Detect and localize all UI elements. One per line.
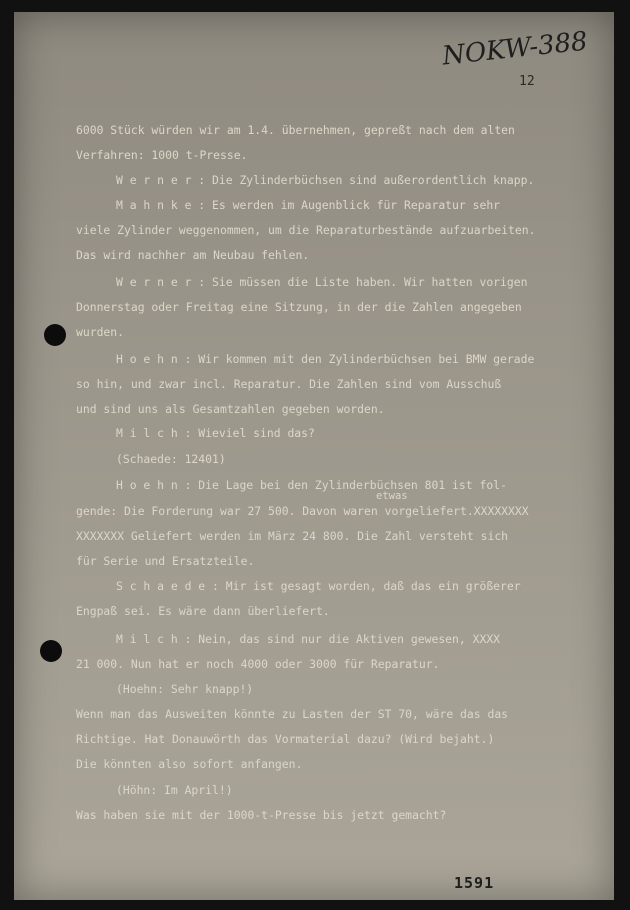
text-line: (Höhn: Im April!) bbox=[116, 783, 233, 797]
page-number: 12 bbox=[519, 74, 535, 89]
text-line: Engpaß sei. Es wäre dann überliefert. bbox=[76, 604, 330, 618]
text-line: W e r n e r : Die Zylinderbüchsen sind außerordentlich knapp. bbox=[116, 173, 535, 187]
text-line: viele Zylinder weggenommen, um die Reparaturbestände aufzuarbeiten. bbox=[76, 223, 536, 237]
punch-hole-top bbox=[44, 324, 66, 346]
text-line: gende: Die Forderung war 27 500. Davon waren vorgeliefert.XXXXXXXX bbox=[76, 504, 529, 518]
text-line: 21 000. Nun hat er noch 4000 oder 3000 für Reparatur. bbox=[76, 657, 440, 671]
text-line: (Hoehn: Sehr knapp!) bbox=[116, 682, 254, 696]
punch-hole-bottom bbox=[40, 640, 62, 662]
text-line: und sind uns als Gesamtzahlen gegeben worden. bbox=[76, 402, 385, 416]
text-line: 6000 Stück würden wir am 1.4. übernehmen, gepreßt nach dem alten bbox=[76, 123, 515, 137]
text-line: M i l c h : Nein, das sind nur die Aktiven gewesen, XXXX bbox=[116, 632, 501, 646]
text-line: Die könnten also sofort anfangen. bbox=[76, 757, 303, 771]
text-line: M a h n k e : Es werden im Augenblick für Reparatur sehr bbox=[116, 198, 501, 212]
text-line: Was haben sie mit der 1000-t-Presse bis jetzt gemacht? bbox=[76, 808, 447, 822]
text-line: W e r n e r : Sie müssen die Liste haben. Wir hatten vorigen bbox=[116, 275, 528, 289]
text-line: so hin, und zwar incl. Reparatur. Die Zahlen sind vom Ausschuß bbox=[76, 377, 502, 391]
document-page bbox=[14, 12, 614, 900]
stamp-number: 1591 bbox=[454, 874, 495, 892]
text-line: Donnerstag oder Freitag eine Sitzung, in der die Zahlen angegeben bbox=[76, 300, 522, 314]
text-line: wurden. bbox=[76, 325, 125, 339]
text-line: Richtige. Hat Donauwörth das Vormaterial dazu? (Wird bejaht.) bbox=[76, 732, 495, 746]
text-line: (Schaede: 12401) bbox=[116, 452, 226, 466]
archive-reference: NOKW-388 bbox=[440, 26, 589, 72]
text-line: Verfahren: 1000 t-Presse. bbox=[76, 148, 248, 162]
text-line: S c h a e d e : Mir ist gesagt worden, daß das ein größerer bbox=[116, 579, 521, 593]
text-line: H o e h n : Wir kommen mit den Zylinderbüchsen bei BMW gerade bbox=[116, 352, 535, 366]
text-line: Das wird nachher am Neubau fehlen. bbox=[76, 248, 310, 262]
text-line: H o e h n : Die Lage bei den Zylinderbüchsen 801 ist fol- bbox=[116, 478, 507, 492]
text-line: M i l c h : Wieviel sind das? bbox=[116, 426, 315, 440]
text-line: XXXXXXX Geliefert werden im März 24 800. Die Zahl versteht sich bbox=[76, 529, 509, 543]
inserted-word: etwas bbox=[376, 490, 408, 502]
text-line: für Serie und Ersatzteile. bbox=[76, 554, 255, 568]
text-line: Wenn man das Ausweiten könnte zu Lasten der ST 70, wäre das das bbox=[76, 707, 509, 721]
